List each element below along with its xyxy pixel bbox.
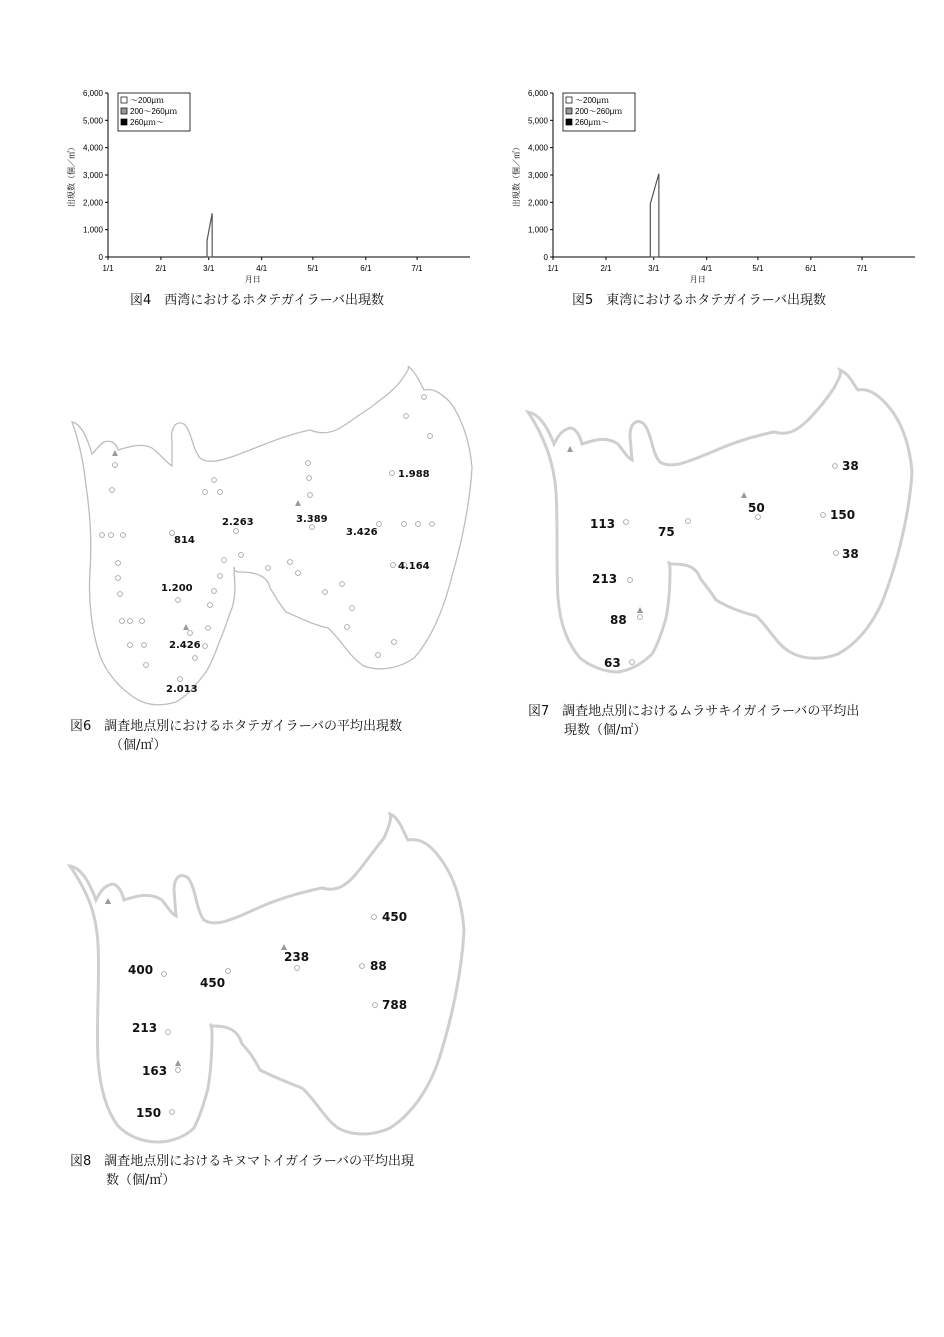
figure-4-chart	[60, 85, 480, 285]
figure-6-map	[60, 362, 480, 707]
y-tick-label: 5,000	[527, 116, 548, 126]
x-tick-label: 2/1	[155, 264, 167, 273]
legend-label: 200～260μｍ	[130, 107, 178, 116]
y-tick-label: 0	[543, 253, 548, 262]
legend-swatch	[121, 97, 127, 103]
station-markers	[162, 915, 378, 1115]
series-area	[650, 174, 659, 257]
station-markers	[100, 395, 435, 682]
x-axis-title: 月日	[689, 275, 706, 284]
map-8-svg	[62, 808, 482, 1143]
map8-label: 238	[284, 950, 310, 964]
figure-6-caption-line2: （個/㎡）	[110, 738, 167, 753]
figure-7-caption-line1: 図7 調査地点別におけるムラサキイガイラーバの平均出	[528, 704, 860, 719]
y-tick-label: 5,000	[82, 116, 103, 126]
y-tick-label: 2,000	[527, 198, 548, 208]
map8-label: 400	[128, 963, 154, 977]
legend-label: 260μｍ～	[575, 118, 609, 127]
map7-label: 38	[842, 547, 859, 561]
y-axis-title: 出現数（個／㎥）	[67, 143, 76, 207]
map6-label: 1.200	[161, 583, 193, 594]
figure-5-caption: 図5 東湾におけるホタテガイラーバ出現数	[572, 293, 826, 308]
figure-7-map	[520, 362, 920, 670]
map7-label: 75	[658, 525, 675, 539]
x-tick-label: 6/1	[360, 264, 372, 273]
map6-label: 814	[174, 535, 195, 546]
map6-label: 2.263	[222, 517, 254, 528]
map7-label: 88	[610, 613, 627, 627]
legend-swatch	[566, 119, 572, 125]
x-tick-label: 3/1	[648, 264, 660, 273]
map6-label: 2.426	[169, 640, 201, 651]
map6-label: 3.426	[346, 527, 378, 538]
legend-label: 260μｍ～	[130, 118, 164, 127]
legend-swatch	[121, 119, 127, 125]
map8-label: 150	[136, 1106, 162, 1120]
map7-label: 38	[842, 459, 859, 473]
x-axis-title: 月日	[244, 275, 261, 284]
triangle-markers	[105, 898, 287, 1066]
legend-swatch	[121, 108, 127, 114]
legend-label: ～200μｍ	[575, 96, 609, 105]
map6-label: 2.013	[166, 684, 198, 695]
x-tick-label: 7/1	[856, 264, 868, 273]
figure-6-caption	[70, 717, 402, 755]
map7-label: 150	[830, 508, 856, 522]
map8-label: 163	[142, 1064, 168, 1078]
map6-label: 1.988	[398, 469, 430, 480]
map6-label: 4.164	[398, 561, 430, 572]
x-tick-label: 1/1	[102, 264, 114, 273]
map8-label: 88	[370, 959, 387, 973]
map-7-svg	[520, 362, 920, 670]
map8-label: 213	[132, 1021, 158, 1035]
legend-label: ～200μｍ	[130, 96, 164, 105]
x-tick-label: 2/1	[600, 264, 612, 273]
figure-8-caption-line1: 図8 調査地点別におけるキヌマトイガイラーバの平均出現	[70, 1154, 415, 1169]
figure-4-caption: 図4 西湾におけるホタテガイラーバ出現数	[130, 293, 384, 308]
station-markers	[624, 464, 839, 665]
legend-swatch	[566, 108, 572, 114]
x-tick-label: 4/1	[256, 264, 268, 273]
y-tick-label: 3,000	[527, 171, 548, 180]
chart-5-svg	[505, 85, 925, 285]
figure-7-caption-line2: 現数（個/㎡）	[564, 723, 647, 738]
map7-label: 50	[748, 501, 765, 515]
y-tick-label: 1,000	[527, 225, 548, 235]
map7-label: 63	[604, 656, 621, 670]
y-tick-label: 3,000	[82, 171, 103, 180]
x-tick-label: 7/1	[411, 264, 423, 273]
map8-label: 788	[382, 998, 408, 1012]
map8-label: 450	[200, 976, 226, 990]
y-tick-label: 4,000	[527, 143, 548, 153]
figure-8-map	[62, 808, 482, 1143]
y-tick-label: 6,000	[527, 89, 548, 98]
map6-label: 3.389	[296, 514, 328, 525]
coastline	[72, 366, 472, 705]
x-tick-label: 1/1	[547, 264, 559, 273]
y-tick-label: 0	[98, 253, 103, 262]
figure-8-caption	[70, 1152, 414, 1190]
map7-label: 213	[592, 572, 618, 586]
chart-4-svg	[60, 85, 480, 285]
coastline	[70, 814, 464, 1142]
legend-label: 200～260μｍ	[575, 107, 623, 116]
y-tick-label: 4,000	[82, 143, 103, 153]
series-area	[207, 213, 212, 257]
legend-swatch	[566, 97, 572, 103]
triangle-markers	[112, 450, 301, 630]
figure-6-caption-line1: 図6 調査地点別におけるホタテガイラーバの平均出現数	[70, 719, 402, 734]
figure-7-caption	[528, 702, 859, 740]
y-tick-label: 1,000	[82, 225, 103, 235]
figure-5-chart	[505, 85, 925, 285]
x-tick-label: 5/1	[307, 264, 319, 273]
figure-8-caption-line2: 数（個/㎡）	[106, 1173, 176, 1188]
y-axis-title: 出現数（個／㎥）	[512, 143, 521, 207]
map7-label: 113	[590, 517, 616, 531]
y-tick-label: 2,000	[82, 198, 103, 208]
map-6-svg	[60, 362, 480, 707]
x-tick-label: 6/1	[805, 264, 817, 273]
y-tick-label: 6,000	[82, 89, 103, 98]
x-tick-label: 5/1	[752, 264, 764, 273]
x-tick-label: 3/1	[203, 264, 215, 273]
map8-label: 450	[382, 910, 408, 924]
x-tick-label: 4/1	[701, 264, 713, 273]
